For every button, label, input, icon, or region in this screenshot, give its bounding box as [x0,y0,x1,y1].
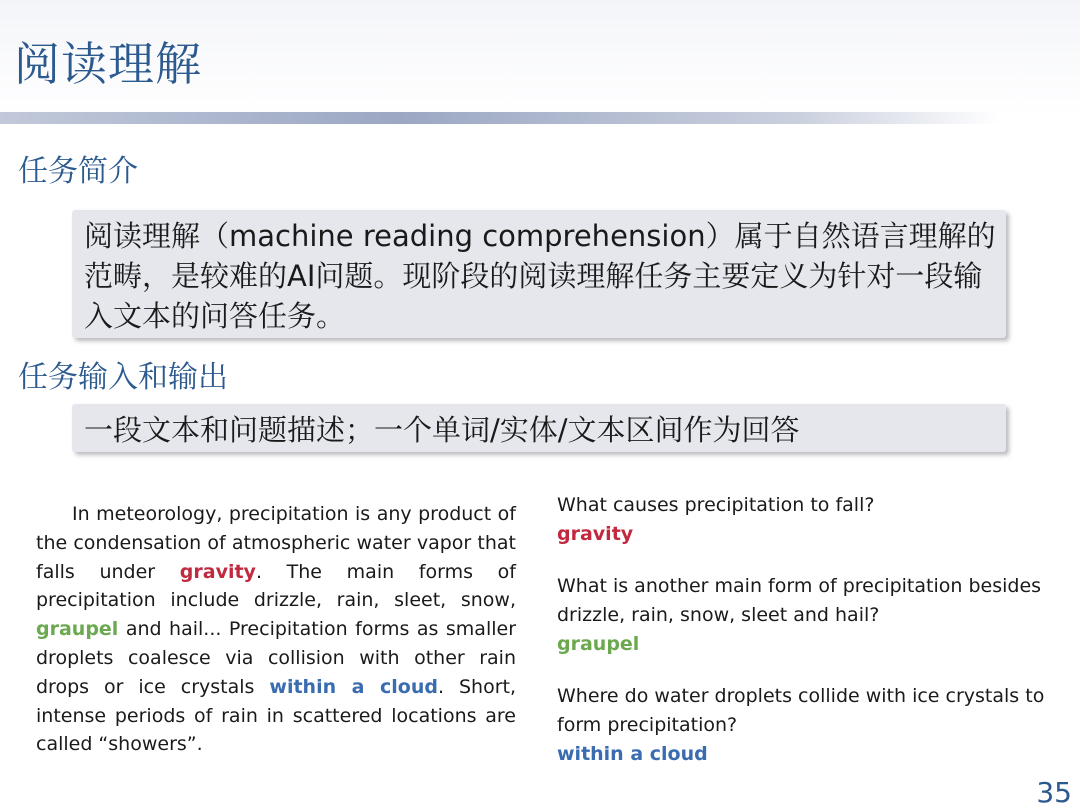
passage-answer-within-a-cloud: within a cloud [269,675,438,698]
section-heading-input-output: 任务输入和输出 [18,360,228,395]
section-heading-task-intro: 任务简介 [18,154,138,189]
qa-item-3 [557,682,1047,769]
qa-answer: gravity [557,523,634,545]
passage-answer-graupel: graupel [36,618,119,641]
qa-item-1 [557,491,1047,549]
passage-text-2: . The main forms of precipitation include drizzle, rain, sleet, snow, [36,560,516,612]
passage-text-1: In meteorology, precipitation is any product of the condensation of atmospheric water vapor that falls under [36,503,516,583]
qa-item-2 [557,572,1047,659]
passage-text-3: and hail... Precipitation forms as smaller droplets coalesce via collision with other rain drops or ice crystals [36,618,516,698]
task-intro-text: 阅读理解（machine reading comprehension）属于自然语言理解的范畴，是较难的AI问题。现阶段的阅读理解任务主要定义为针对一段输入文本的问答任务。 [84,219,996,333]
passage-answer-gravity: gravity [179,560,256,583]
input-output-text: 一段文本和问题描述；一个单词/实体/文本区间作为回答 [84,413,800,447]
qa-question: Where do water droplets collide with ice crystals to form precipitation? [557,685,1045,736]
qa-question: What is another main form of precipitation besides drizzle, rain, snow, sleet and hail? [557,575,1042,626]
passage-paragraph [36,500,516,759]
passage-text-4: . Short, intense periods of rain in scattered locations are called “showers”. [36,675,516,756]
title-divider-bar [0,112,1000,124]
page-number: 35 [1036,776,1072,809]
task-intro-box [72,210,1006,338]
input-output-box [72,404,1006,452]
qa-answer: within a cloud [557,743,708,765]
qa-question: What causes precipitation to fall? [557,494,875,516]
qa-answer: graupel [557,633,640,655]
slide-title: 阅读理解 [14,37,202,91]
